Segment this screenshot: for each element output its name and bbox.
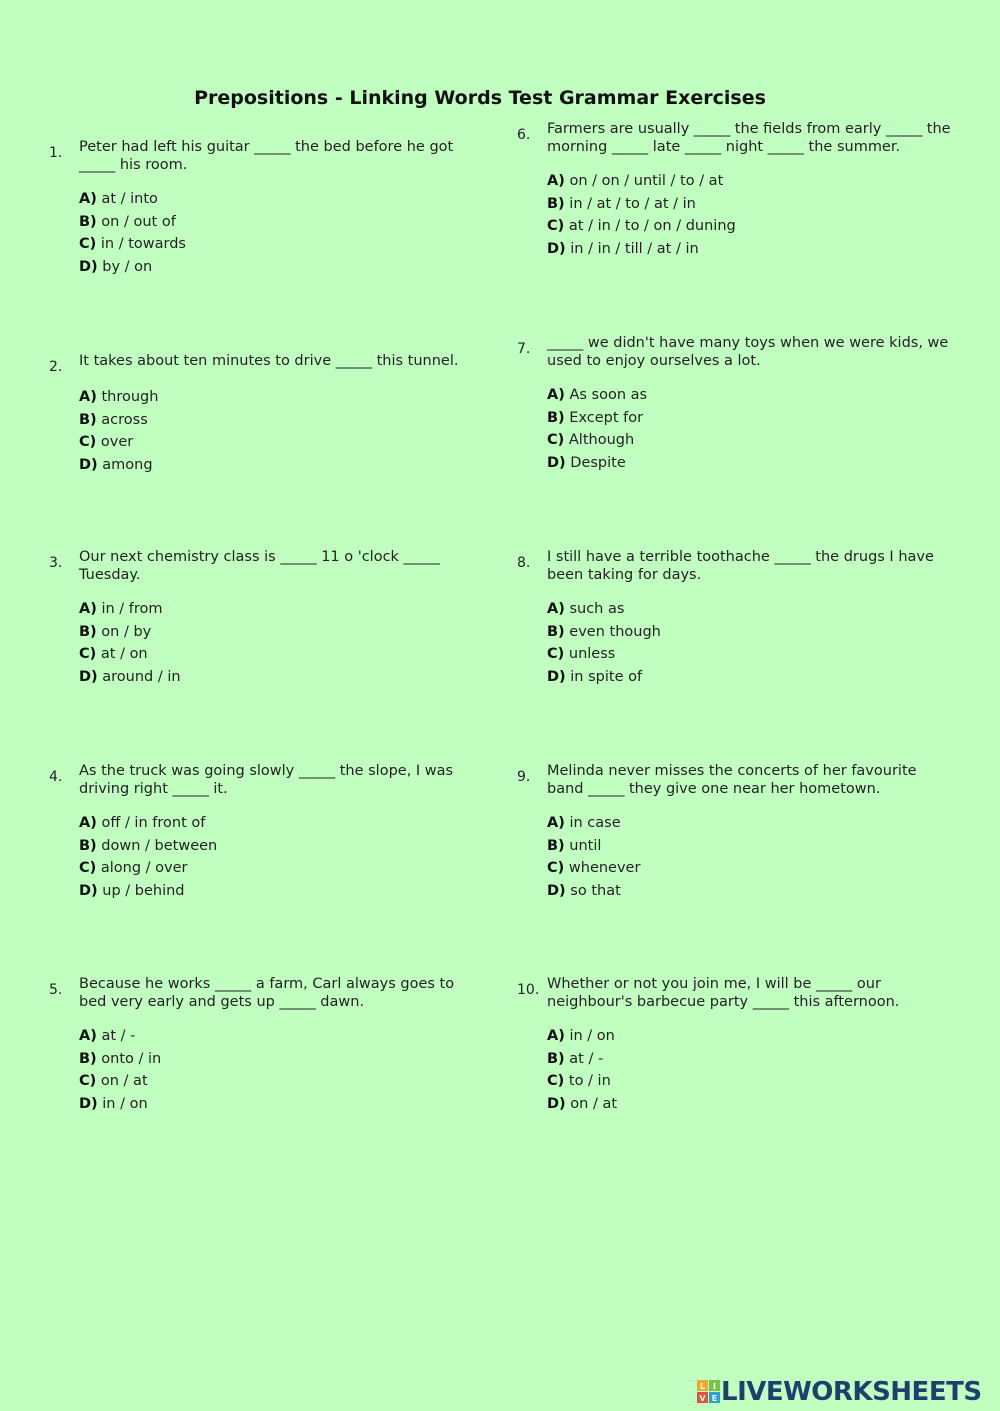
option-letter: B) xyxy=(79,213,97,230)
question-block xyxy=(49,975,489,1125)
answer-option[interactable] xyxy=(547,812,640,835)
answer-option[interactable] xyxy=(79,386,158,409)
page-title: Prepositions - Linking Words Test Grammar Exercises xyxy=(194,87,766,109)
answer-option[interactable] xyxy=(79,1048,161,1071)
option-letter: B) xyxy=(547,837,565,854)
option-letter: A) xyxy=(547,387,565,403)
question-stem: Our next chemistry class is _____ 11 o 'clock _____ Tuesday. xyxy=(79,549,440,583)
option-text: even though xyxy=(569,623,661,640)
question-number: 6. xyxy=(517,127,531,143)
option-text: through xyxy=(101,389,159,405)
option-text: Despite xyxy=(570,454,626,471)
answer-options xyxy=(547,1025,617,1115)
option-letter: C) xyxy=(547,1073,565,1090)
option-text: on / by xyxy=(101,623,152,640)
answer-option[interactable] xyxy=(547,598,661,621)
option-text: in / on xyxy=(569,1028,615,1044)
option-letter: C) xyxy=(547,432,565,449)
answer-options xyxy=(79,188,186,278)
question-stem: Because he works _____ a farm, Carl always goes to bed very early and gets up _____ dawn. xyxy=(79,976,455,1010)
option-letter: B) xyxy=(79,837,97,854)
answer-options xyxy=(79,598,181,688)
option-letter: D) xyxy=(547,668,566,685)
liveworksheets-logo-icon xyxy=(697,1380,721,1404)
logo-letter: I xyxy=(713,1382,716,1391)
option-letter: C) xyxy=(79,236,97,253)
liveworksheets-logo xyxy=(697,1378,982,1406)
answer-option[interactable] xyxy=(547,452,647,475)
answer-options xyxy=(547,384,647,474)
question-number: 10. xyxy=(517,982,540,998)
option-text: such as xyxy=(569,601,625,617)
answer-option[interactable] xyxy=(547,238,736,261)
answer-option[interactable] xyxy=(79,1025,161,1048)
answer-option[interactable] xyxy=(547,880,640,903)
option-text: off / in front of xyxy=(101,815,206,831)
question-number: 3. xyxy=(49,555,63,571)
answer-option[interactable] xyxy=(79,621,181,644)
option-letter: A) xyxy=(79,191,97,207)
answer-options xyxy=(547,598,661,688)
question-number: 4. xyxy=(49,769,63,785)
option-text: up / behind xyxy=(102,882,185,899)
option-text: across xyxy=(101,411,148,428)
option-letter: D) xyxy=(79,258,98,275)
option-letter: D) xyxy=(547,240,566,257)
question-number: 1. xyxy=(49,145,63,161)
answer-option[interactable] xyxy=(79,643,181,666)
option-text: in spite of xyxy=(570,668,643,685)
question-number: 7. xyxy=(517,341,531,357)
option-text: in / towards xyxy=(100,236,186,253)
answer-option[interactable] xyxy=(547,1025,617,1048)
question-stem: I still have a terrible toothache _____ the drugs I have been taking for days. xyxy=(547,549,934,583)
option-letter: D) xyxy=(547,1095,566,1112)
option-letter: D) xyxy=(79,882,98,899)
question-stem: _____ we didn't have many toys when we were kids, we used to enjoy ourselves a lot. xyxy=(547,335,949,369)
question-block xyxy=(517,334,957,484)
option-letter: C) xyxy=(79,434,97,451)
answer-options xyxy=(79,1025,161,1115)
option-letter: A) xyxy=(547,1028,565,1044)
option-text: at / into xyxy=(101,191,158,207)
option-letter: C) xyxy=(79,860,97,877)
option-text: in / at / to / at / in xyxy=(569,195,696,212)
question-number: 2. xyxy=(49,359,63,375)
answer-option[interactable] xyxy=(547,215,736,238)
option-text: whenever xyxy=(568,860,641,877)
answer-option[interactable] xyxy=(79,666,181,689)
option-letter: D) xyxy=(79,456,98,473)
answer-options xyxy=(79,386,158,476)
option-letter: D) xyxy=(79,1095,98,1112)
option-letter: D) xyxy=(547,454,566,471)
option-text: in / in / till / at / in xyxy=(570,240,699,257)
option-letter: C) xyxy=(547,218,565,235)
option-text: by / on xyxy=(102,258,153,275)
option-letter: B) xyxy=(79,411,97,428)
answer-option[interactable] xyxy=(79,256,186,279)
question-number: 9. xyxy=(517,769,531,785)
option-text: at / - xyxy=(101,1028,136,1044)
option-text: at / in / to / on / duning xyxy=(568,218,736,235)
option-text: in case xyxy=(569,815,621,831)
option-text: among xyxy=(102,456,153,473)
answer-options xyxy=(79,812,217,902)
answer-option[interactable] xyxy=(79,454,158,477)
answer-option[interactable] xyxy=(547,384,647,407)
option-text: Although xyxy=(568,432,635,449)
answer-option[interactable] xyxy=(79,1070,161,1093)
option-letter: A) xyxy=(547,815,565,831)
answer-option[interactable] xyxy=(79,211,186,234)
option-text: over xyxy=(100,434,134,451)
option-text: around / in xyxy=(102,668,181,685)
answer-option[interactable] xyxy=(79,188,186,211)
option-text: so that xyxy=(570,882,621,899)
question-block xyxy=(517,120,957,270)
answer-option[interactable] xyxy=(79,233,186,256)
option-letter: A) xyxy=(547,601,565,617)
question-stem: Peter had left his guitar _____ the bed before he got _____ his room. xyxy=(79,139,454,173)
option-text: Except for xyxy=(569,409,644,426)
option-text: in / from xyxy=(101,601,163,617)
answer-option[interactable] xyxy=(547,193,736,216)
option-letter: B) xyxy=(547,1050,565,1067)
question-block xyxy=(517,548,957,698)
answer-options xyxy=(547,170,736,260)
option-text: on / on / until / to / at xyxy=(569,173,724,189)
question-stem: Melinda never misses the concerts of her favourite band _____ they give one near her hometown. xyxy=(547,763,917,797)
answer-option[interactable] xyxy=(79,880,217,903)
option-text: As soon as xyxy=(569,387,648,403)
question-block xyxy=(49,138,489,288)
option-letter: D) xyxy=(547,882,566,899)
answer-option[interactable] xyxy=(79,812,217,835)
option-text: unless xyxy=(568,646,616,663)
option-text: on / out of xyxy=(101,213,176,230)
answer-option[interactable] xyxy=(79,1093,161,1116)
logo-letter: V xyxy=(699,1394,706,1403)
answer-option[interactable] xyxy=(547,1070,617,1093)
option-letter: B) xyxy=(79,1050,97,1067)
option-text: onto / in xyxy=(101,1050,162,1067)
option-letter: C) xyxy=(547,646,565,663)
logo-letter: L xyxy=(699,1382,706,1391)
option-text: on / at xyxy=(100,1073,148,1090)
option-letter: C) xyxy=(79,646,97,663)
question-block xyxy=(49,762,489,912)
logo-letter: E xyxy=(711,1394,718,1403)
answer-option[interactable] xyxy=(79,431,158,454)
option-text: on / at xyxy=(570,1095,618,1112)
option-letter: B) xyxy=(79,623,97,640)
answer-option[interactable] xyxy=(547,1048,617,1071)
answer-option[interactable] xyxy=(547,857,640,880)
option-text: at / on xyxy=(100,646,148,663)
question-stem: As the truck was going slowly _____ the slope, I was driving right _____ it. xyxy=(79,763,454,797)
logo-text: LIVEWORKSHEETS xyxy=(721,1377,982,1407)
option-letter: B) xyxy=(547,623,565,640)
answer-option[interactable] xyxy=(547,170,736,193)
question-number: 8. xyxy=(517,555,531,571)
option-text: in / on xyxy=(102,1095,148,1112)
option-text: until xyxy=(569,837,602,854)
question-stem: It takes about ten minutes to drive _____ this tunnel. xyxy=(79,353,459,369)
answer-option[interactable] xyxy=(547,835,640,858)
answer-option[interactable] xyxy=(547,621,661,644)
answer-option[interactable] xyxy=(547,666,661,689)
answer-option[interactable] xyxy=(79,835,217,858)
answer-option[interactable] xyxy=(79,409,158,432)
option-letter: B) xyxy=(547,195,565,212)
question-block xyxy=(517,762,957,912)
option-letter: C) xyxy=(79,1073,97,1090)
answer-option[interactable] xyxy=(547,429,647,452)
question-stem: Whether or not you join me, I will be _____ our neighbour's barbecue party _____ this afternoon. xyxy=(547,976,900,1010)
option-text: down / between xyxy=(101,837,218,854)
option-text: at / - xyxy=(569,1050,604,1067)
option-letter: A) xyxy=(79,815,97,831)
question-block xyxy=(49,352,489,502)
answer-option[interactable] xyxy=(79,857,217,880)
option-letter: A) xyxy=(547,173,565,189)
option-letter: A) xyxy=(79,389,97,405)
answer-option[interactable] xyxy=(547,407,647,430)
question-block xyxy=(517,975,957,1125)
question-block xyxy=(49,548,489,698)
option-letter: B) xyxy=(547,409,565,426)
option-text: to / in xyxy=(568,1073,611,1090)
answer-option[interactable] xyxy=(547,643,661,666)
option-letter: A) xyxy=(79,601,97,617)
option-letter: D) xyxy=(79,668,98,685)
option-text: along / over xyxy=(100,860,188,877)
answer-option[interactable] xyxy=(547,1093,617,1116)
answer-option[interactable] xyxy=(79,598,181,621)
option-letter: C) xyxy=(547,860,565,877)
question-stem: Farmers are usually _____ the fields from early _____ the morning _____ late _____ night _____ the summer. xyxy=(547,121,951,155)
option-letter: A) xyxy=(79,1028,97,1044)
question-number: 5. xyxy=(49,982,63,998)
answer-options xyxy=(547,812,640,902)
